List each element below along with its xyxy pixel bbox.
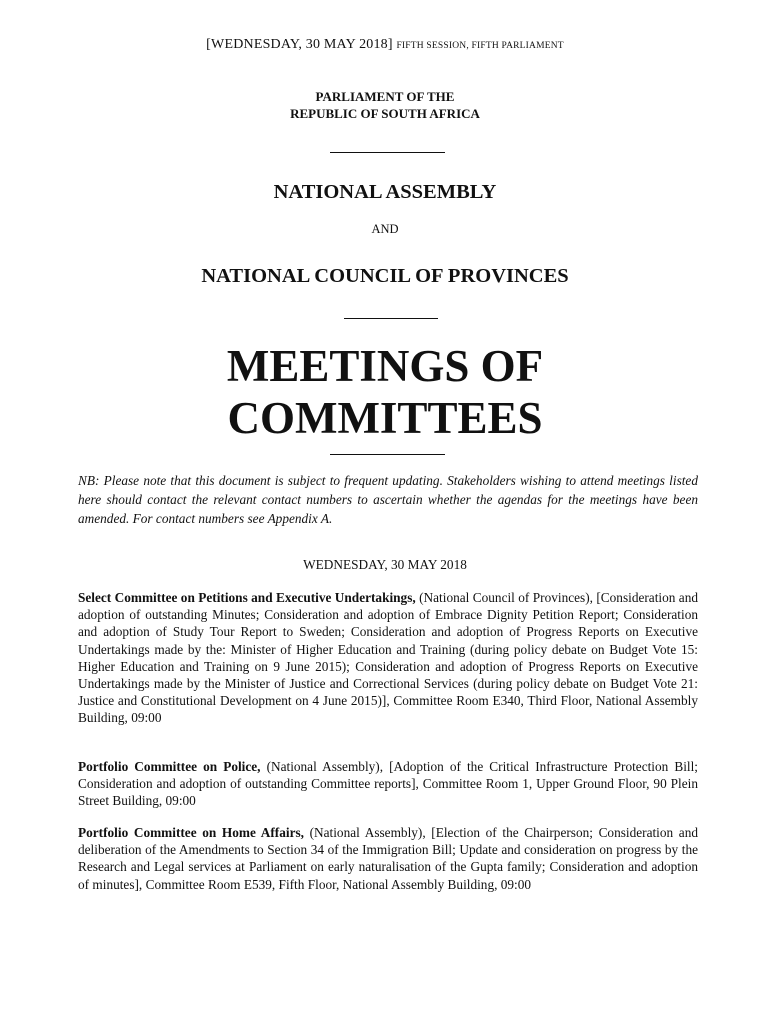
main-title [0,340,770,444]
parliament-line-1: PARLIAMENT OF THE [315,89,455,104]
meeting-entry [78,758,698,810]
meeting-date: WEDNESDAY, 30 MAY 2018 [303,557,467,572]
header-session: FIFTH SESSION, FIFTH PARLIAMENT [396,41,564,51]
parliament-line-2: REPUBLIC OF SOUTH AFRICA [290,106,480,121]
divider-2 [344,318,438,319]
council-title: NATIONAL COUNCIL OF PROVINCES [201,265,569,287]
committee-name: Select Committee on Petitions and Executive Undertakings, [78,590,416,605]
divider-3 [330,454,445,455]
and-text: AND [371,222,399,236]
meeting-details: (National Assembly), [Election of the Chairperson; Consideration and deliberation of the Amendments to Section 34 of the Immigration Bill; Update and consideration on progress by the Research and Legal services at Parliament on early naturalisation of the Gupta family; Consideration and adoption of minutes], Committee Room E539, Fifth Floor, National Assembly Building, 09:00 [78,825,698,892]
meeting-entry [78,589,698,727]
running-header [0,37,770,53]
meeting-details: (National Council of Provinces), [Consideration and adoption of outstanding Minutes; Consideration and adoption of Embrace Dignity Petition Report; Consideration and adoption of Study Tour Report to Sweden; Consideration and adoption of Progress Reports on Executive Undertakings made by the: Minister of Higher Education and Training (during policy debate on Budget Vote 15: Higher Education and Training on 9 June 2015); Consideration and adoption of Progress Reports on Executive Undertakings made by the Minister of Justice and Correctional Services (during policy debate on Budget Vote 21: Justice and Constitutional Development on 4 June 2015)], Committee Room E340, Third Floor, National Assembly Building, 09:00 [78,590,698,726]
assembly-title: NATIONAL ASSEMBLY [273,181,497,203]
meeting-entry [78,824,698,893]
main-title-line-2: COMMITTEES [227,393,543,443]
parliament-heading [0,88,770,122]
header-date: [WEDNESDAY, 30 MAY 2018] [206,37,393,52]
committee-name: Portfolio Committee on Home Affairs, [78,825,304,840]
committee-name: Portfolio Committee on Police, [78,759,261,774]
meeting-details: (National Assembly), [Adoption of the Critical Infrastructure Protection Bill; Consideration and adoption of outstanding Committee reports], Committee Room 1, Upper Ground Floor, 90 Plein Street Building, 09:00 [78,759,698,809]
main-title-line-1: MEETINGS OF [226,341,544,391]
divider-1 [330,152,445,153]
update-notice: NB: Please note that this document is subject to frequent updating. Stakeholders wishing to attend meetings listed here should contact the relevant contact numbers to ascertain whether the agendas for the meetings have been amended. For contact numbers see Appendix A. [78,473,698,526]
